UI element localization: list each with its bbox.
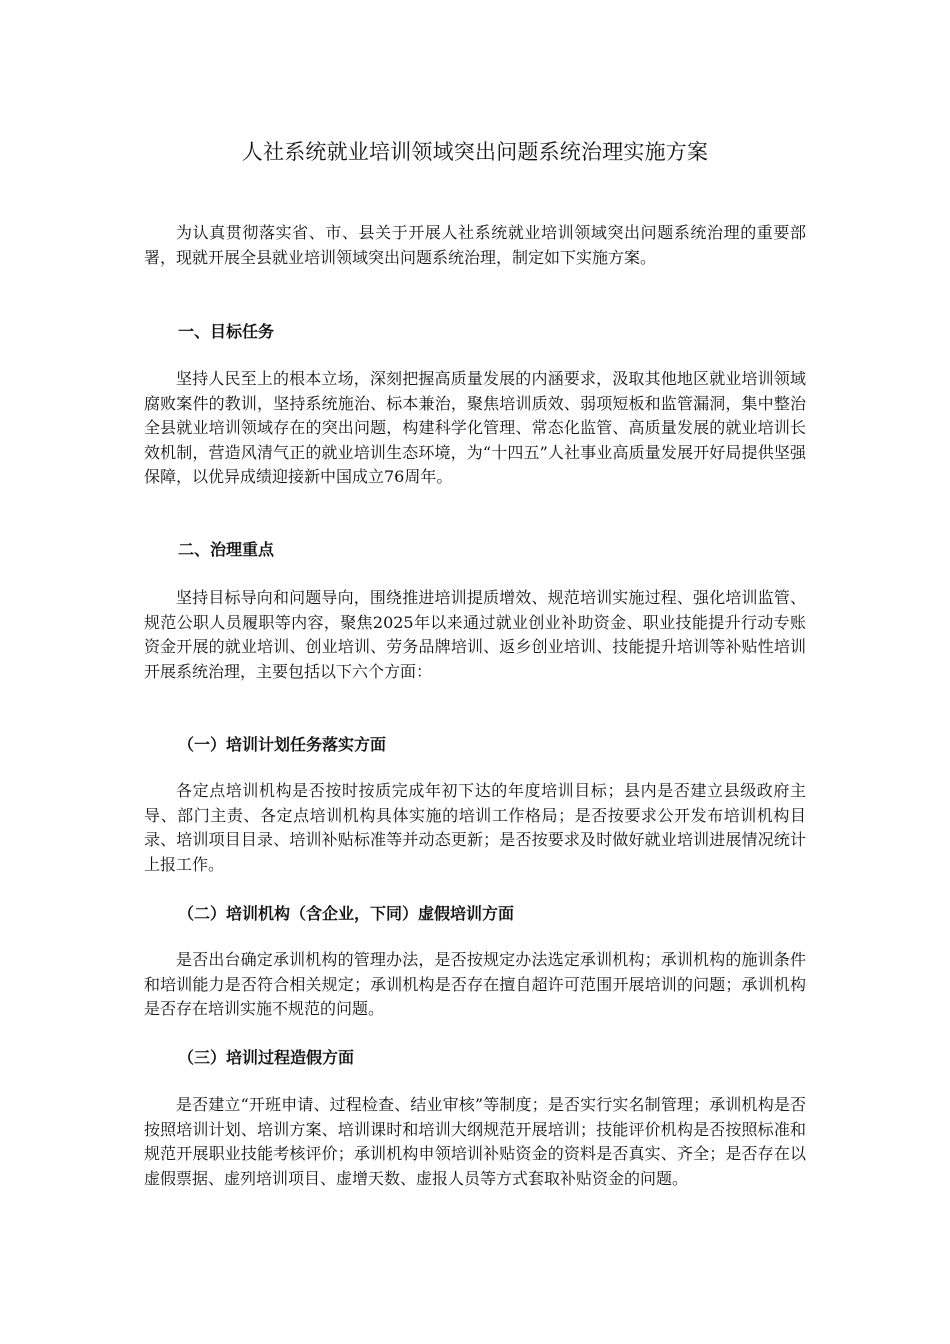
- subsection-heading-institutions: （二）培训机构（含企业，下同）虚假培训方面: [178, 904, 515, 923]
- subsection-paragraph-process: 是否建立“开班申请、过程检查、结业审核”等制度；是否实行实名制管理；承训机构是否按照培训计划、培训方案、培训课时和培训大纲规范开展培训；技能评价机构是否按照标准和规范开展职业技能考核评价；承训机构申领培训补贴资金的资料是否真实、齐全；是否存在以虚假票据、虚列培训项目、虚增天数、虚报人员等方式套取补贴资金的问题。: [144, 1095, 806, 1188]
- intro-paragraph: 为认真贯彻落实省、市、县关于开展人社系统就业培训领域突出问题系统治理的重要部署，现就开展全县就业培训领域突出问题系统治理，制定如下实施方案。: [144, 223, 806, 267]
- subsection-heading-plan: （一）培训计划任务落实方面: [178, 735, 387, 754]
- subsection-heading-process: （三）培训过程造假方面: [178, 1048, 355, 1067]
- section-paragraph-focus: 坚持目标导向和问题导向，围绕推进培训提质增效、规范培训实施过程、强化培训监管、规范公职人员履职等内容，聚焦2025年以来通过就业创业补助资金、职业技能提升行动专账资金开展的就业培训、创业培训、劳务品牌培训、返乡创业培训、技能提升培训等补贴性培训开展系统治理，主要包括以下六个方面：: [144, 588, 806, 681]
- document-title: 人社系统就业培训领域突出问题系统治理实施方案: [241, 140, 709, 164]
- section-paragraph-goals: 坚持人民至上的根本立场，深刻把握高质量发展的内涵要求，汲取其他地区就业培训领域腐败案件的教训，坚持系统施治、标本兼治，聚焦培训质效、弱项短板和监管漏洞，集中整治全县就业培训领域存在的突出问题，构建科学化管理、常态化监管、高质量发展的就业培训长效机制，营造风清气正的就业培训生态环境，为“十四五”人社事业高质量发展开好局提供坚强保障，以优异成绩迎接新中国成立76周年。: [144, 369, 806, 487]
- section-heading-goals: 一、目标任务: [178, 322, 275, 341]
- subsection-paragraph-plan: 各定点培训机构是否按时按质完成年初下达的年度培训目标；县内是否建立县级政府主导、部门主责、各定点培训机构具体实施的培训工作格局；是否按要求公开发布培训机构目录、培训项目目录、培训补贴标准等并动态更新；是否按要求及时做好就业培训进展情况统计上报工作。: [144, 781, 806, 874]
- subsection-paragraph-institutions: 是否出台确定承训机构的管理办法，是否按规定办法选定承训机构；承训机构的施训条件和培训能力是否符合相关规定；承训机构是否存在擅自超许可范围开展培训的问题；承训机构是否存在培训实施不规范的问题。: [144, 950, 806, 1019]
- section-heading-focus: 二、治理重点: [178, 540, 275, 559]
